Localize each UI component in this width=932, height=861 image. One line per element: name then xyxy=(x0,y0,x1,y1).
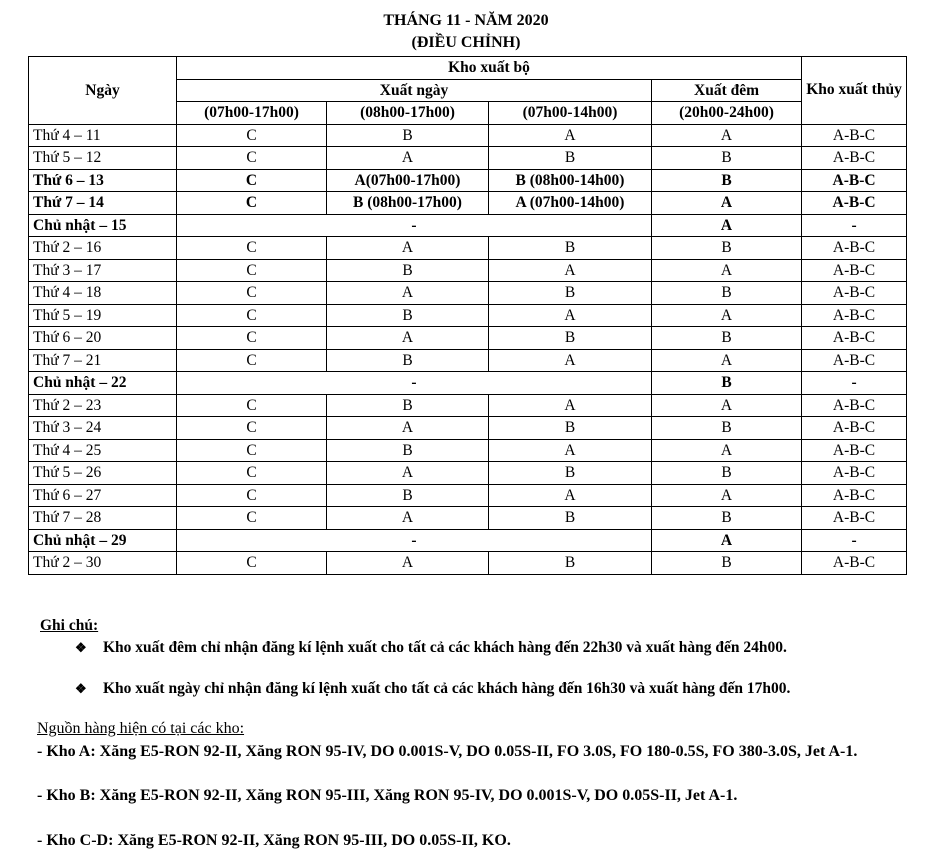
table-row xyxy=(29,259,907,282)
cell-day: Thứ 5 – 12 xyxy=(29,147,177,170)
cell-c5: - xyxy=(802,372,907,395)
cell-c4: A xyxy=(652,349,802,372)
cell-c4: B xyxy=(652,147,802,170)
table-row xyxy=(29,529,907,552)
cell-c3: B xyxy=(489,237,652,260)
cell-c2: A xyxy=(327,417,489,440)
cell-c5: A-B-C xyxy=(802,507,907,530)
cell-c3: B xyxy=(489,327,652,350)
source-kho-cd: - Kho C-D: Xăng E5-RON 92-II, Xăng RON 95-III, DO 0.05S-II, KO. xyxy=(37,832,511,849)
cell-c4: A xyxy=(652,439,802,462)
cell-day: Thứ 3 – 17 xyxy=(29,259,177,282)
header-slot-3: (07h00-14h00) xyxy=(489,102,652,125)
schedule-table xyxy=(28,56,907,575)
cell-c1: C xyxy=(177,439,327,462)
cell-c5: A-B-C xyxy=(802,237,907,260)
page-subtitle: (ĐIỀU CHỈNH) xyxy=(411,34,521,51)
cell-day: Thứ 2 – 30 xyxy=(29,552,177,575)
cell-day: Thứ 6 – 27 xyxy=(29,484,177,507)
note-item xyxy=(75,638,845,658)
cell-c4: B xyxy=(652,327,802,350)
cell-c3: A xyxy=(489,484,652,507)
cell-c4: A xyxy=(652,304,802,327)
cell-c1: C xyxy=(177,147,327,170)
cell-day: Thứ 2 – 23 xyxy=(29,394,177,417)
cell-c5: A-B-C xyxy=(802,349,907,372)
notes-title: Ghi chú: xyxy=(40,617,99,634)
header-xuat-dem: Xuất đêm xyxy=(652,79,802,102)
cell-c4: B xyxy=(652,417,802,440)
table-row xyxy=(29,462,907,485)
table-row xyxy=(29,349,907,372)
cell-c3: A xyxy=(489,349,652,372)
cell-c3: B xyxy=(489,417,652,440)
cell-c2: B (08h00-17h00) xyxy=(327,192,489,215)
cell-c4: B xyxy=(652,372,802,395)
cell-c4: A xyxy=(652,259,802,282)
cell-c3: B (08h00-14h00) xyxy=(489,169,652,192)
cell-day: Chủ nhật – 22 xyxy=(29,372,177,395)
cell-day: Chủ nhật – 15 xyxy=(29,214,177,237)
cell-c2: B xyxy=(327,394,489,417)
page-title: THÁNG 11 - NĂM 2020 xyxy=(383,12,549,29)
cell-c5: A-B-C xyxy=(802,394,907,417)
cell-c4: B xyxy=(652,462,802,485)
cell-day: Thứ 3 – 24 xyxy=(29,417,177,440)
cell-c4: A xyxy=(652,394,802,417)
cell-day: Thứ 7 – 21 xyxy=(29,349,177,372)
cell-c4: B xyxy=(652,237,802,260)
cell-c5: - xyxy=(802,214,907,237)
cell-day: Thứ 7 – 28 xyxy=(29,507,177,530)
cell-c1: C xyxy=(177,507,327,530)
cell-c1: C xyxy=(177,282,327,305)
cell-day: Thứ 2 – 16 xyxy=(29,237,177,260)
cell-c5: A-B-C xyxy=(802,147,907,170)
cell-c5: A-B-C xyxy=(802,484,907,507)
cell-c1: C xyxy=(177,169,327,192)
cell-c3: A (07h00-14h00) xyxy=(489,192,652,215)
cell-c1: C xyxy=(177,552,327,575)
cell-c1: C xyxy=(177,349,327,372)
table-row xyxy=(29,192,907,215)
cell-c2: B xyxy=(327,124,489,147)
cell-c5: A-B-C xyxy=(802,417,907,440)
source-kho-b: - Kho B: Xăng E5-RON 92-II, Xăng RON 95-III, Xăng RON 95-IV, DO 0.001S-V, DO 0.05S-II, Jet A-1. xyxy=(37,787,738,804)
header-xuat-ngay: Xuất ngày xyxy=(177,79,652,102)
table-row xyxy=(29,507,907,530)
note-item xyxy=(75,679,845,699)
cell-day: Thứ 5 – 26 xyxy=(29,462,177,485)
schedule-body xyxy=(29,124,907,574)
cell-c3: A xyxy=(489,394,652,417)
cell-c5: A-B-C xyxy=(802,192,907,215)
cell-c3: B xyxy=(489,147,652,170)
cell-c5: A-B-C xyxy=(802,462,907,485)
cell-c4: A xyxy=(652,124,802,147)
table-row xyxy=(29,282,907,305)
cell-day: Thứ 4 – 11 xyxy=(29,124,177,147)
table-row xyxy=(29,394,907,417)
cell-c4: A xyxy=(652,529,802,552)
cell-c3: B xyxy=(489,552,652,575)
cell-c1: C xyxy=(177,304,327,327)
table-row xyxy=(29,484,907,507)
cell-c3: A xyxy=(489,124,652,147)
cell-c1: C xyxy=(177,237,327,260)
cell-c3: B xyxy=(489,282,652,305)
cell-c2: A xyxy=(327,147,489,170)
cell-c2: A xyxy=(327,282,489,305)
cell-c5: A-B-C xyxy=(802,327,907,350)
cell-c2: A xyxy=(327,237,489,260)
cell-c3: B xyxy=(489,462,652,485)
cell-c1: C xyxy=(177,394,327,417)
diamond-bullet-icon: ❖ xyxy=(75,640,87,655)
cell-c5: A-B-C xyxy=(802,124,907,147)
source-kho-a: - Kho A: Xăng E5-RON 92-II, Xăng RON 95-IV, DO 0.001S-V, DO 0.05S-II, FO 3.0S, FO 180-0.5S, FO 380-3.0S, Jet A-1. xyxy=(37,743,858,760)
cell-c1: C xyxy=(177,462,327,485)
table-row xyxy=(29,327,907,350)
cell-c5: A-B-C xyxy=(802,552,907,575)
cell-c5: A-B-C xyxy=(802,304,907,327)
cell-c5: A-B-C xyxy=(802,259,907,282)
cell-c1: C xyxy=(177,124,327,147)
cell-c2: A xyxy=(327,327,489,350)
table-row xyxy=(29,439,907,462)
cell-c2: A xyxy=(327,552,489,575)
header-kho-xuat-bo: Kho xuất bộ xyxy=(177,57,802,80)
table-row xyxy=(29,124,907,147)
table-row xyxy=(29,237,907,260)
diamond-bullet-icon: ❖ xyxy=(75,681,87,696)
note-text: Kho xuất đêm chỉ nhận đăng kí lệnh xuất cho tất cả các khách hàng đến 22h30 và xuất hàng đến 24h00. xyxy=(103,639,787,656)
cell-c5: A-B-C xyxy=(802,439,907,462)
note-text: Kho xuất ngày chỉ nhận đăng kí lệnh xuất cho tất cả các khách hàng đến 16h30 và xuất hàng đến 17h00. xyxy=(103,680,791,697)
table-row xyxy=(29,147,907,170)
table-row xyxy=(29,304,907,327)
cell-c3: A xyxy=(489,439,652,462)
cell-c1: C xyxy=(177,417,327,440)
table-row xyxy=(29,169,907,192)
cell-c4: B xyxy=(652,169,802,192)
table-row xyxy=(29,417,907,440)
cell-c2: B xyxy=(327,439,489,462)
cell-day: Thứ 7 – 14 xyxy=(29,192,177,215)
cell-c3: B xyxy=(489,507,652,530)
cell-day: Thứ 4 – 25 xyxy=(29,439,177,462)
cell-c2: A xyxy=(327,507,489,530)
cell-c3: A xyxy=(489,259,652,282)
cell-c5: A-B-C xyxy=(802,169,907,192)
cell-day: Thứ 6 – 20 xyxy=(29,327,177,350)
table-row xyxy=(29,214,907,237)
cell-day: Chủ nhật – 29 xyxy=(29,529,177,552)
cell-c2: A xyxy=(327,462,489,485)
cell-c2: A(07h00-17h00) xyxy=(327,169,489,192)
header-slot-2: (08h00-17h00) xyxy=(327,102,489,125)
cell-merged: - xyxy=(177,372,652,395)
sources-title: Nguồn hàng hiện có tại các kho: xyxy=(37,720,245,737)
header-kho-xuat-thuy: Kho xuất thủy xyxy=(802,57,907,125)
cell-c2: B xyxy=(327,304,489,327)
cell-c3: A xyxy=(489,304,652,327)
cell-c5: - xyxy=(802,529,907,552)
cell-c4: B xyxy=(652,552,802,575)
cell-c4: A xyxy=(652,484,802,507)
cell-c2: B xyxy=(327,349,489,372)
cell-c2: B xyxy=(327,259,489,282)
cell-c5: A-B-C xyxy=(802,282,907,305)
cell-merged: - xyxy=(177,214,652,237)
cell-c1: C xyxy=(177,484,327,507)
table-row xyxy=(29,552,907,575)
header-ngay: Ngày xyxy=(29,57,177,125)
cell-c4: B xyxy=(652,282,802,305)
cell-c2: B xyxy=(327,484,489,507)
cell-c4: A xyxy=(652,192,802,215)
cell-merged: - xyxy=(177,529,652,552)
cell-day: Thứ 6 – 13 xyxy=(29,169,177,192)
cell-c4: B xyxy=(652,507,802,530)
cell-day: Thứ 4 – 18 xyxy=(29,282,177,305)
header-slot-4: (20h00-24h00) xyxy=(652,102,802,125)
cell-c1: C xyxy=(177,192,327,215)
cell-c1: C xyxy=(177,259,327,282)
table-row xyxy=(29,372,907,395)
cell-c1: C xyxy=(177,327,327,350)
cell-c4: A xyxy=(652,214,802,237)
header-slot-1: (07h00-17h00) xyxy=(177,102,327,125)
cell-day: Thứ 5 – 19 xyxy=(29,304,177,327)
